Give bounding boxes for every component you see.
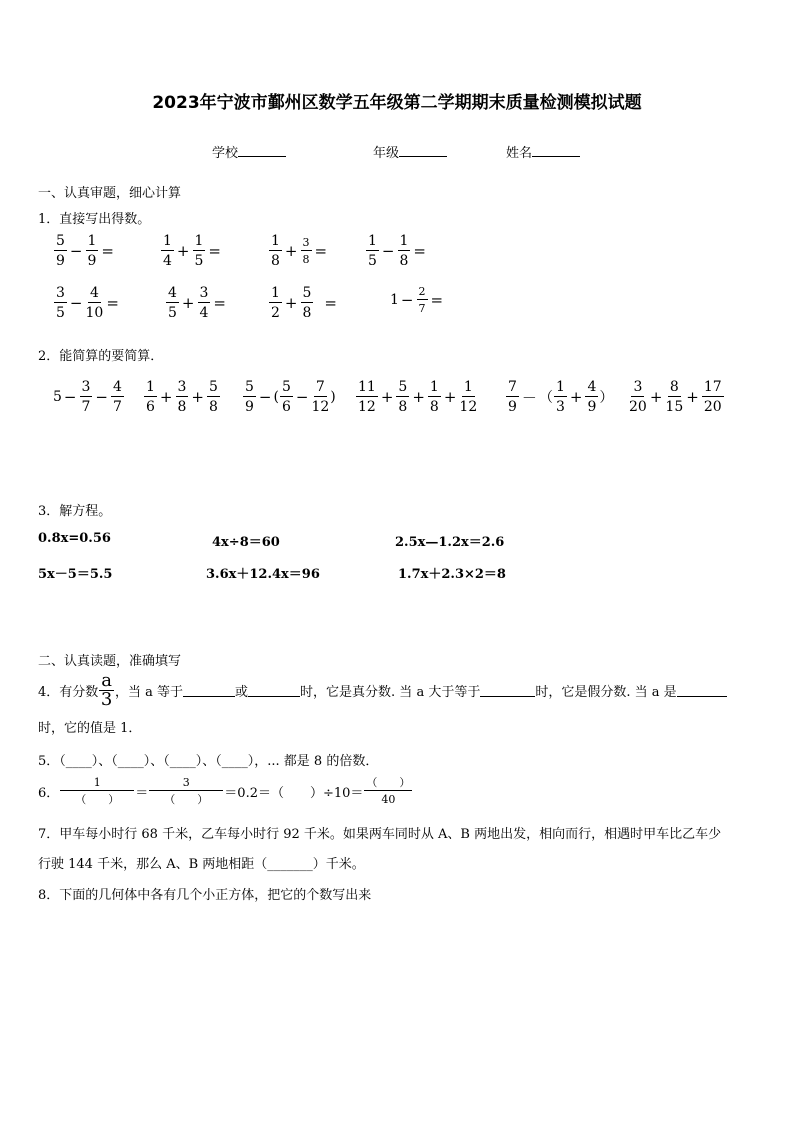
- fraction: $\frac{1}{9}$: [87, 233, 97, 269]
- fraction: $\frac{5}{9}$: [56, 233, 65, 269]
- grade-field: [373, 142, 447, 161]
- fraction: $\frac{1}{5}$: [368, 233, 377, 269]
- q2-expr-4: $\frac{11}{12}$ + $\frac{5}{8}$ + $\frac{1}{8}$ + $\frac{1}{12}$: [358, 379, 478, 415]
- equation: 3.6x＋12.4x＝96: [206, 567, 320, 582]
- fraction: $\frac{4}{5}$: [168, 285, 177, 321]
- school-label: 学校: [212, 146, 239, 161]
- school-blank[interactable]: [238, 144, 286, 157]
- name-blank[interactable]: [532, 144, 580, 157]
- question-7-line-2: 行驶 144 千米，那么 A、B 两地相距（_______）千米。: [38, 857, 365, 872]
- q1-expr-8: 1 − $\frac{2}{7}$ =: [390, 285, 444, 315]
- question-2-label: 2．能简算的要简算．: [38, 349, 164, 364]
- fraction: $\frac{1}{8}$: [399, 233, 409, 269]
- fraction: $\frac{3}{8}$: [302, 236, 310, 266]
- q4-blank-1[interactable]: [183, 684, 235, 697]
- fraction: $\frac{4}{10}$: [85, 285, 104, 321]
- q1-expr-2: $\frac{1}{4}$ + $\frac{1}{5}$ =: [163, 233, 221, 269]
- q2-expr-1: 5 − $\frac{3}{7}$ − $\frac{4}{7}$: [53, 379, 122, 415]
- question-3-label: 3．解方程。: [38, 504, 112, 519]
- q1-expr-5: $\frac{3}{5}$ − $\frac{4}{10}$ =: [56, 285, 119, 321]
- q4-blank-3[interactable]: [480, 684, 535, 697]
- question-6: 6． $\frac{1}{( )}$ ＝ $\frac{3}{( )}$ ＝0.2＝（ ）÷10＝ $\frac{( )}{40}$: [38, 776, 411, 806]
- equation: 5x－5＝5.5: [38, 567, 113, 582]
- fraction: $\frac{3}{4}$: [199, 285, 209, 321]
- q1-expr-3: $\frac{1}{8}$ + $\frac{3}{8}$ =: [271, 233, 328, 269]
- q1-expr-6: $\frac{4}{5}$ + $\frac{3}{4}$ =: [168, 285, 226, 321]
- question-1-label: 1．直接写出得数。: [38, 212, 151, 227]
- fraction: $\frac{3}{5}$: [56, 285, 65, 321]
- fraction: $\frac{5}{8}$: [302, 285, 312, 321]
- q1-expr-4: $\frac{1}{5}$ − $\frac{1}{8}$ =: [368, 233, 426, 269]
- equation: 1.7x＋2.3×2＝8: [398, 567, 506, 582]
- fraction: $\frac{a}{3}$: [100, 670, 113, 710]
- page-title: 2023年宁波市鄞州区数学五年级第二学期期末质量检测模拟试题: [152, 93, 642, 113]
- fraction: $\frac{1}{8}$: [271, 233, 280, 269]
- equation: 2.5x—1.2x＝2.6: [395, 535, 505, 550]
- q4-blank-4[interactable]: [677, 684, 727, 697]
- name-label: 姓名: [506, 146, 533, 161]
- q2-expr-5: $\frac{7}{9}$ － （ $\frac{1}{3}$ + $\frac{4}{9}$ ）: [508, 379, 614, 415]
- fraction: $\frac{2}{7}$: [418, 285, 426, 315]
- question-7-line-1: 7．甲车每小时行 68 千米，乙车每小时行 92 千米。如果两车同时从 A、B 两地出发，相向而行，相遇时甲车比乙车少: [38, 827, 722, 842]
- question-8: 8．下面的几何体中各有几个小正方体，把它的个数写出来: [38, 888, 372, 903]
- equation: 4x÷8＝60: [212, 535, 280, 550]
- q4-blank-2[interactable]: [248, 684, 300, 697]
- grade-blank[interactable]: [399, 144, 447, 157]
- fraction: $\frac{1}{4}$: [163, 233, 172, 269]
- section-2-heading: 二、认真读题，准确填写: [38, 654, 182, 669]
- name-field: [506, 142, 580, 161]
- fraction: $\frac{1}{2}$: [271, 285, 280, 321]
- school-field: [212, 142, 286, 161]
- grade-label: 年级: [373, 146, 400, 161]
- q1-expr-7: $\frac{1}{2}$ + $\frac{5}{8}$ =: [271, 285, 337, 321]
- question-4: 4．有分数 $\frac{a}{3}$ ，当 a 等于 或 时，它是真分数. 当 a 大于等于 时，它是假分数. 当 a 是: [38, 672, 727, 709]
- q1-expr-1: $\frac{5}{9}$ − $\frac{1}{9}$ =: [56, 233, 114, 269]
- fraction: $\frac{1}{5}$: [194, 233, 204, 269]
- question-4-cont: 时，它的值是 1．: [38, 721, 142, 736]
- equation: 0.8x=0.56: [38, 531, 111, 546]
- question-5: 5．（____）、（____）、（____）、（____），... 都是 8 的倍数．: [38, 754, 379, 769]
- q2-expr-3: $\frac{5}{9}$ − ( $\frac{5}{6}$ − $\frac{7}{12}$ ): [245, 379, 336, 415]
- q2-expr-6: $\frac{3}{20}$ + $\frac{8}{15}$ + $\frac{17}{20}$: [629, 379, 722, 415]
- q2-expr-2: $\frac{1}{6}$ + $\frac{3}{8}$ + $\frac{5}{8}$: [146, 379, 218, 415]
- section-1-heading: 一、认真审题，细心计算: [38, 186, 182, 201]
